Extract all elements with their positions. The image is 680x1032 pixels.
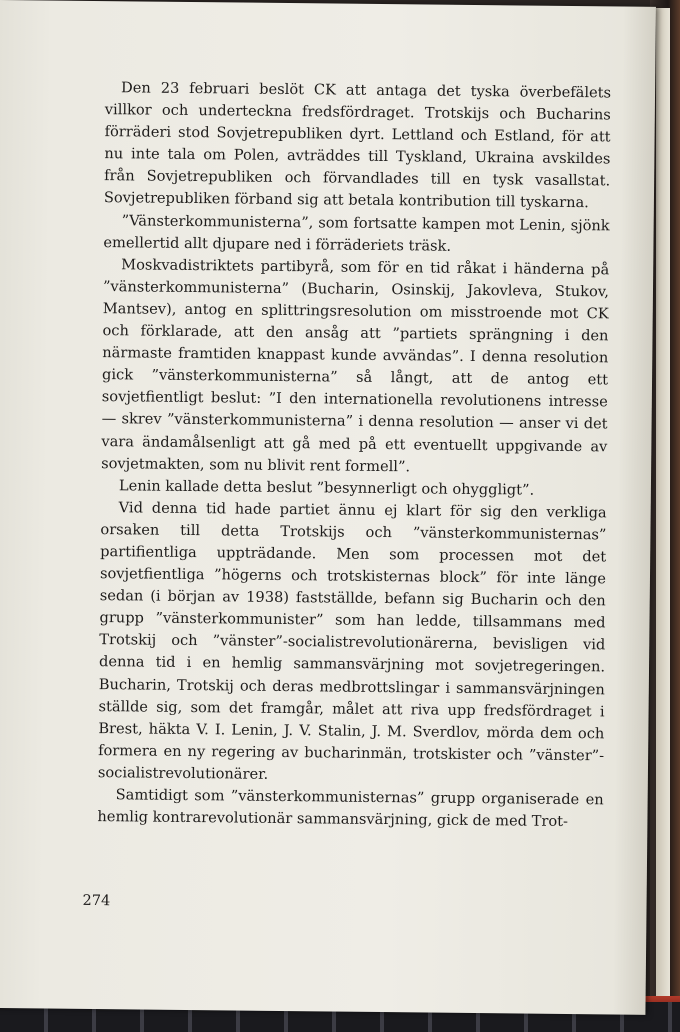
- paragraph-4: Lenin kallade detta beslut ”besynnerligt och ohyggligt”.: [118, 476, 535, 499]
- paragraph-1: Den 23 februari beslöt CK att antaga det tyska överbefälets villkor och underteckna fredsfördraget. Trotskijs och Bucharins förräderi stod Sovjetrepubliken dyrt. Lettland och Estland, för att nu inte tala om Polen, avträddes till Tyskland, Ukraina avskildes från Sovjetrepubliken och förvandlades till en tysk vasallstat. Sovjetrepubliken förband sig att betala kontribution till tyskarna.: [103, 79, 612, 212]
- paragraph-3: Moskvadistriktets partibyrå, som för en tid råkat i händerna på ”vänsterkommunisterna” (Bucharin, Osinskij, Jakovleva, Stukov, Mantsev), antog en splittringsresolution om misstroende mot CK och förklarade, att den ansåg att ”partiets sprängning i den närmaste framtiden knappast kunde avvändas”. I denna resolution gick ”vänsterkommunisterna” så långt, att de antog ett sovjetfientligt beslut: ”I den internationella revolutionens intresse — skrev ”vänsterkommunisterna” i denna resolution — anser vi det vara ändamålsenligt att gå med på ett eventuellt uppgivande av sovjetmakten, som nu blivit rent formell”.: [101, 256, 610, 475]
- body-text: [97, 77, 611, 833]
- page-number: 274: [82, 892, 111, 910]
- paragraph-2: ”Vänsterkommunisterna”, som fortsatte kampen mot Lenin, sjönk emellertid allt djupare ned i förräderiets träsk.: [103, 211, 610, 255]
- next-page-edge: [656, 8, 670, 1002]
- paragraph-5: Vid denna tid hade partiet ännu ej klart för sig den verkliga orsaken till detta Trotskijs och ”vänsterkommunisternas” partifientliga uppträdande. Men som processen mot det sovjetfientliga ”högerns och trotskisternas block” för inte länge sedan (i början av 1938) fastställde, befann sig Bucharin och den grupp ”vänsterkommunister” som han ledde, tillsammans med Trotskij och ”vänster”-socialistrevolutionärerna, bevisligen vid denna tid i en hemlig sammansvärjning mot sovjetregeringen. Bucharin, Trotskij och deras medbrottslingar i sammansvärjningen ställde sig, som det framgår, målet att riva upp fredsfördraget i Brest, häkta V. I. Lenin, J. V. Stalin, J. M. Sverdlov, mörda dem och formera en ny regering av bucharinmän, trotskister och ”vänster”-socialistrevolutionärer.: [97, 499, 607, 783]
- paragraph-6: Samtidigt som ”vänsterkommunisternas” grupp organiserade en hemlig kontrarevolutionär sammansvärjning, gick de med Trot-: [97, 786, 604, 831]
